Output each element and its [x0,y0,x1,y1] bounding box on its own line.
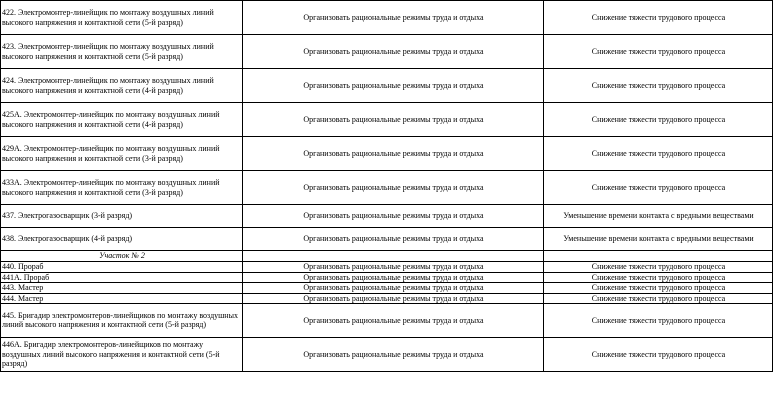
workplace-cell: 445. Бригадир электромонтеров-линейщиков по монтажу воздушных линий высокого напряжения и контактной сети (5-й разряд) [1,303,243,337]
workplace-cell: 425А. Электромонтер-линейщик по монтажу воздушных линий высокого напряжения и контактной сети (4-й разряд) [1,103,243,137]
workplace-cell: 446А. Бригадир электромонтеров-линейщиков по монтажу воздушных линий высокого напряжения и контактной сети (5-й разряд) [1,337,243,371]
workplace-cell: 424. Электромонтер-линейщик по монтажу воздушных линий высокого напряжения и контактной сети (4-й разряд) [1,69,243,103]
goal-cell: Уменьшение времени контакта с вредными веществами [544,205,773,228]
measure-cell: Организовать рациональные режимы труда и отдыха [243,103,544,137]
measure-cell: Организовать рациональные режимы труда и отдыха [243,262,544,273]
measure-cell: Организовать рациональные режимы труда и отдыха [243,293,544,303]
goal-cell: Снижение тяжести трудового процесса [544,337,773,371]
empty-cell [544,251,773,262]
goal-cell: Снижение тяжести трудового процесса [544,137,773,171]
table-row [1,69,773,103]
section-title: Участок № 2 [1,251,243,262]
section-row [1,251,773,262]
table-row [1,283,773,293]
goal-cell: Снижение тяжести трудового процесса [544,293,773,303]
goal-cell: Снижение тяжести трудового процесса [544,103,773,137]
table-row [1,273,773,283]
measure-cell: Организовать рациональные режимы труда и отдыха [243,171,544,205]
measure-cell: Организовать рациональные режимы труда и отдыха [243,205,544,228]
workplace-cell: 440. Прораб [1,262,243,273]
measure-cell: Организовать рациональные режимы труда и отдыха [243,35,544,69]
workplace-cell: 441А. Прораб [1,273,243,283]
table-row [1,35,773,69]
table-row [1,137,773,171]
goal-cell: Снижение тяжести трудового процесса [544,1,773,35]
table-row [1,262,773,273]
goal-cell: Снижение тяжести трудового процесса [544,35,773,69]
measure-cell: Организовать рациональные режимы труда и отдыха [243,228,544,251]
workplace-cell: 429А. Электромонтер-линейщик по монтажу воздушных линий высокого напряжения и контактной сети (3-й разряд) [1,137,243,171]
goal-cell: Снижение тяжести трудового процесса [544,303,773,337]
measure-cell: Организовать рациональные режимы труда и отдыха [243,1,544,35]
goal-cell: Уменьшение времени контакта с вредными веществами [544,228,773,251]
measure-cell: Организовать рациональные режимы труда и отдыха [243,137,544,171]
measure-cell: Организовать рациональные режимы труда и отдыха [243,337,544,371]
table-row [1,303,773,337]
workplace-cell: 437. Электрогазосварщик (3-й разряд) [1,205,243,228]
goal-cell: Снижение тяжести трудового процесса [544,262,773,273]
table-row [1,337,773,371]
table-row [1,205,773,228]
workplace-cell: 444. Мастер [1,293,243,303]
measure-cell: Организовать рациональные режимы труда и отдыха [243,303,544,337]
measure-cell: Организовать рациональные режимы труда и отдыха [243,273,544,283]
goal-cell: Снижение тяжести трудового процесса [544,273,773,283]
table-row [1,293,773,303]
goal-cell: Снижение тяжести трудового процесса [544,283,773,293]
table-row [1,103,773,137]
measure-cell: Организовать рациональные режимы труда и отдыха [243,69,544,103]
goal-cell: Снижение тяжести трудового процесса [544,171,773,205]
table-row [1,1,773,35]
workplace-cell: 443. Мастер [1,283,243,293]
workplace-cell: 423. Электромонтер-линейщик по монтажу воздушных линий высокого напряжения и контактной сети (5-й разряд) [1,35,243,69]
table-row [1,228,773,251]
empty-cell [243,251,544,262]
table-row [1,171,773,205]
workplace-cell: 433А. Электромонтер-линейщик по монтажу воздушных линий высокого напряжения и контактной сети (3-й разряд) [1,171,243,205]
workplace-cell: 438. Электрогазосварщик (4-й разряд) [1,228,243,251]
workplace-cell: 422. Электромонтер-линейщик по монтажу воздушных линий высокого напряжения и контактной сети (5-й разряд) [1,1,243,35]
goal-cell: Снижение тяжести трудового процесса [544,69,773,103]
measure-cell: Организовать рациональные режимы труда и отдыха [243,283,544,293]
